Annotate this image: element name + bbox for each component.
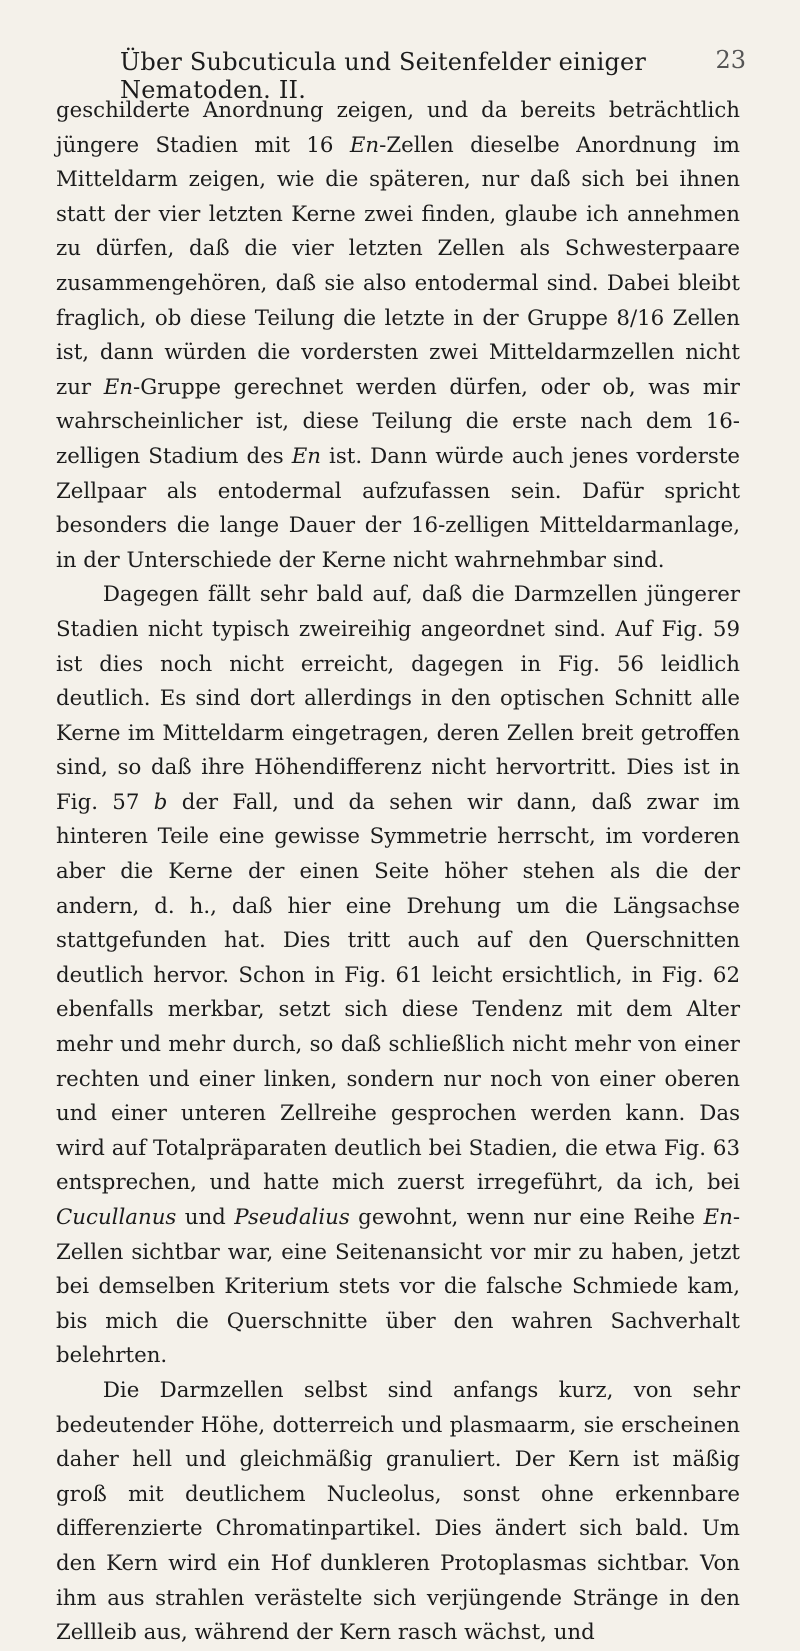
text-run: -Gruppe gerechnet werden dürfen, oder ob, was mir wahrscheinlicher ist, diese Teilung die erste nach dem 16-zelligen Stadium des [56,374,740,469]
text-run: geschilderte Anordnung zeigen, und da bereits beträchtlich jüngere Stadien mit 16 [56,98,740,158]
italic-term: b [153,789,168,815]
text-run: Dagegen fällt sehr bald auf, daß die Darmzellen jüngerer Stadien nicht typisch zweireihig angeordnet sind. Auf Fig. 59 ist dies noch nicht erreicht, dagegen in Fig. 56 leidlich deutlich. Es sind dort allerdings in den optischen Schnitt alle Kerne im Mitteldarm eingetragen, deren Zellen breit getroffen sind, so daß ihre Höhendifferenz nicht hervortritt. Dies ist in Fig. 57 [56,582,740,815]
paragraph [56,578,740,1374]
italic-term: Pseudalius [234,1205,350,1230]
running-head [56,46,746,104]
italic-term: En [103,374,134,400]
italic-term: En [349,132,380,158]
text-run: ist. Dann würde auch jenes vorderste Zellpaar als entodermal aufzufassen sein. Dafür spricht besonders die lange Dauer der 16-zelligen Mitteldarmanlage, in der Unterschiede der Kerne nicht wahrnehmbar sind. [56,443,740,573]
text-run: -Zellen dieselbe Anordnung im Mitteldarm zeigen, wie die späteren, nur daß sich bei ihnen statt der vier letzten Kerne zwei finden, glaube ich annehmen zu dürfen, daß die vier letzten Zellen als Schwesterpaare zusammengehören, daß sie also entodermal sind. Dabei bleibt fraglich, ob diese Teilung die letzte in der Gruppe 8/16 Zellen ist, dann würden die vordersten zwei Mitteldarmzellen nicht zur [56,132,740,400]
text-run: der Fall, und da sehen wir dann, daß zwar im hinteren Teile eine gewisse Symmetrie herrscht, im vorderen aber die Kerne der einen Seite höher stehen als die der andern, d. h., daß hier eine Drehung um die Längsachse stattgefunden hat. Dies tritt auch auf den Querschnitten deutlich hervor. Schon in Fig. 61 leicht ersichtlich, in Fig. 62 ebenfalls merkbar, setzt sich diese Tendenz mit dem Alter mehr und mehr durch, so daß schließlich nicht mehr von einer rechten und einer linken, sondern nur noch von einer oberen und einer unteren Zellreihe gesprochen werden kann. Das wird auf Totalpräparaten deutlich bei Stadien, die etwa Fig. 63 entsprechen, und hatte mich zuerst irregeführt, da ich, bei [56,789,740,1196]
paragraph [56,1374,740,1651]
italic-term: En [703,1205,733,1230]
italic-term: En [291,443,321,469]
text-run: gewohnt, wenn nur eine Reihe [349,1205,704,1230]
body-text [56,94,740,1651]
paragraph [56,94,740,578]
page-number: 23 [715,46,746,74]
italic-term: Cucullanus [56,1205,177,1230]
text-run: und [176,1205,235,1230]
text-run: -Zellen sichtbar war, eine Seitenansicht vor mir zu haben, jetzt bei demselben Kriterium stets vor die falsche Schmiede kam, bis mich die Querschnitte über den wahren Sachverhalt belehrten. [56,1205,741,1369]
running-title: Über Subcuticula und Seitenfelder einiger Nematoden. II. [120,48,647,104]
text-run: Die Darmzellen selbst sind anfangs kurz, von sehr bedeutender Höhe, dotterreich und plasmaarm, sie erscheinen daher hell und gleichmäßig granuliert. Der Kern ist mäßig groß mit deutlichem Nucleolus, sonst ohne erkennbare differenzierte Chromatinpartikel. Dies ändert sich bald. Um den Kern wird ein Hof dunkleren Protoplasmas sichtbar. Von ihm aus strahlen verästelte sich verjüngende Stränge in den Zellleib aus, während der Kern rasch wächst, und [56,1377,740,1646]
